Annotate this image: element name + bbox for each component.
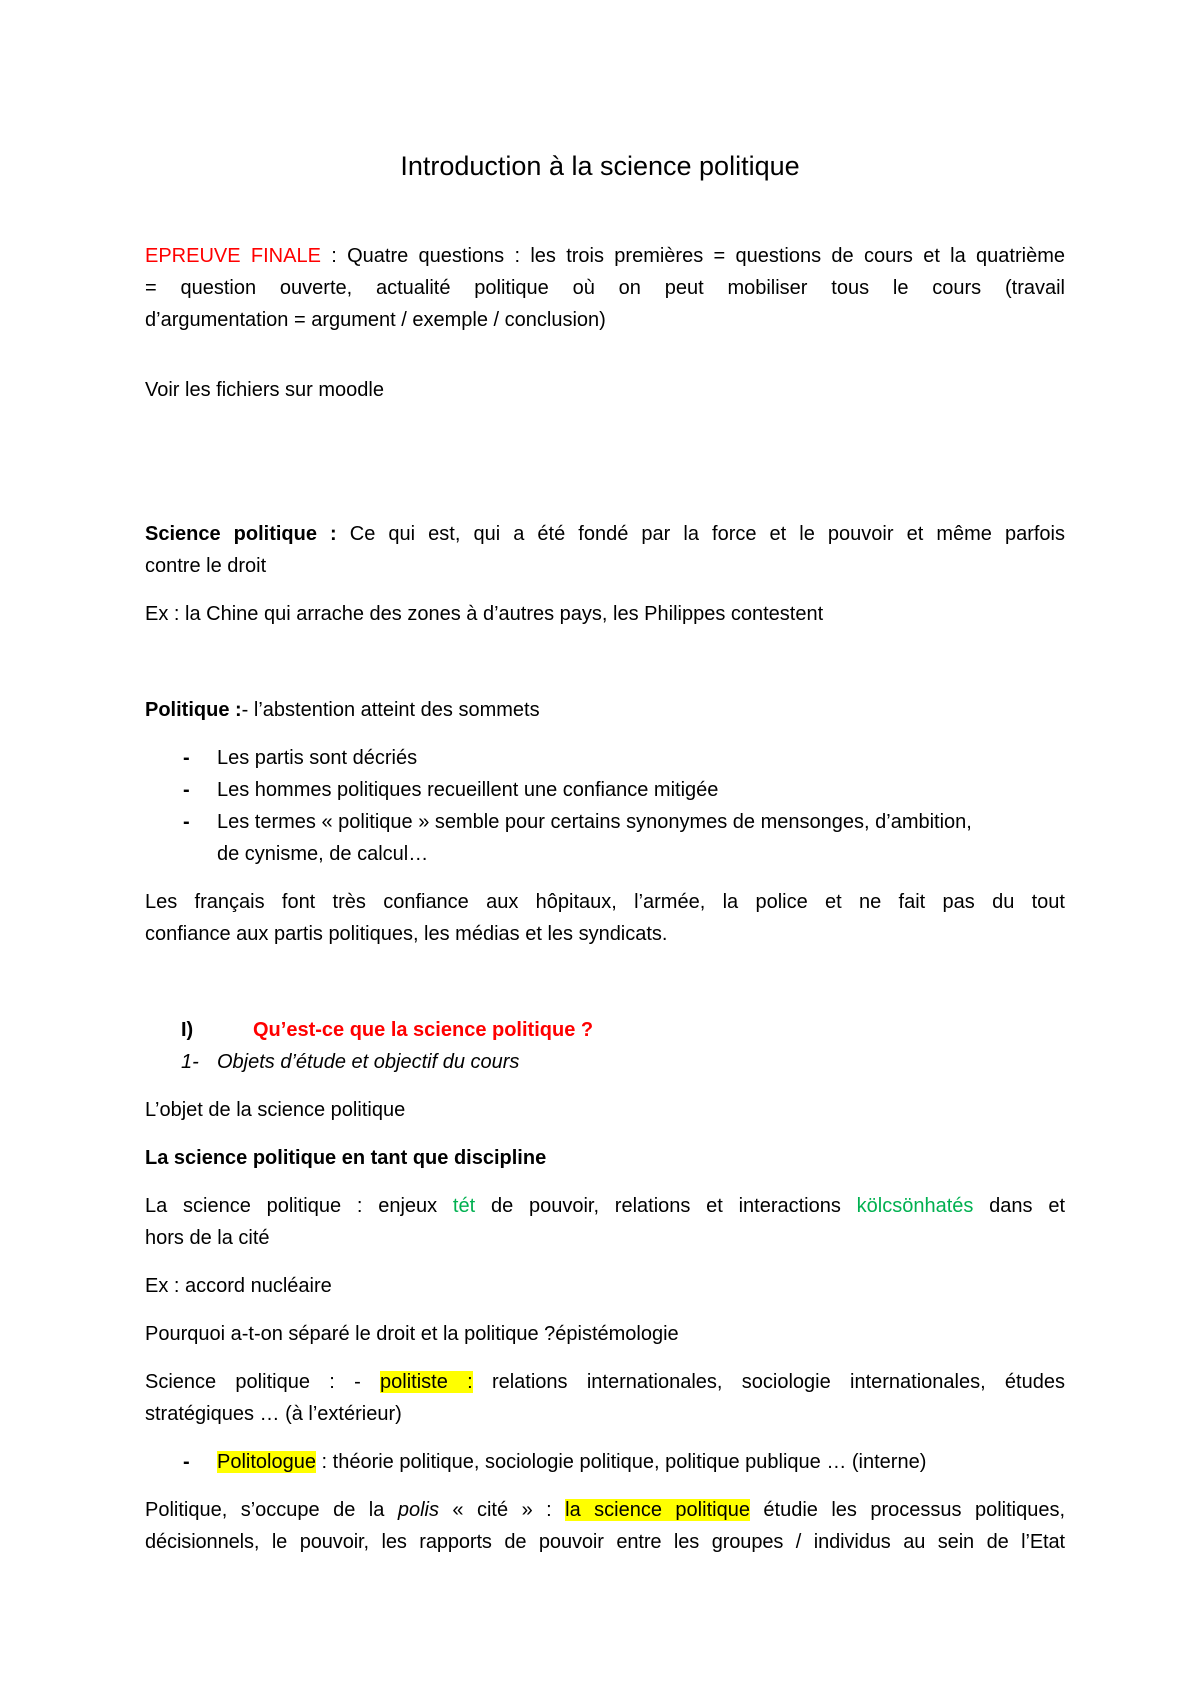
sp-def-text: Ce qui est, qui a été fondé par la force et le pouvoir et même parfois [336, 523, 1065, 545]
subsection-title: Objets d’étude et objectif du cours [217, 1051, 520, 1073]
politique-label: Politique : [145, 699, 242, 721]
politologue-text [217, 1446, 926, 1478]
sp2-text-b: relations internationales, sociologie internationales, études [472, 1371, 1065, 1393]
epreuve-label: EPREUVE FINALE [145, 245, 321, 267]
science-politique-split [145, 1366, 1065, 1430]
francais-paragraph [145, 886, 1065, 950]
section-title: Qu’est-ce que la science politique ? [253, 1019, 594, 1041]
polis-text-a: Politique, s’occupe de la [145, 1499, 398, 1521]
moodle-note: Voir les fichiers sur moodle [145, 379, 384, 401]
enjeux-text-b: de pouvoir, relations et interactions [475, 1195, 857, 1217]
science-politique-definition [145, 518, 1065, 582]
francais-line-1: Les français font très confiance aux hôpitaux, l’armée, la police et ne fait pas du tout [145, 891, 1065, 913]
pourquoi-line: Pourquoi a-t-on séparé le droit et la politique ?épistémologie [145, 1323, 679, 1345]
bullet-dash: - [183, 747, 190, 769]
enjeux-paragraph [145, 1190, 1065, 1254]
sp2-text-a: Science politique : - [145, 1371, 381, 1393]
bullet-dash: - [183, 1451, 190, 1473]
polis-italic: polis [397, 1499, 439, 1521]
subsection-heading-1 [145, 1046, 1065, 1078]
page-title: Introduction à la science politique [400, 151, 800, 181]
polis-text-c: étudie les processus politiques, [749, 1499, 1066, 1521]
polis-line-2: décisionnels, le pouvoir, les rapports de pouvoir entre les groupes / individus au sein de l’Etat [145, 1531, 1065, 1553]
sp-def-line-1 [145, 518, 1065, 550]
epreuve-paragraph [145, 240, 1065, 336]
bullet-text: Les partis sont décriés [217, 747, 418, 769]
section-number: I) [181, 1019, 194, 1041]
enjeux-green-1: tét [452, 1195, 476, 1217]
bullet-continuation-text: de cynisme, de calcul… [217, 843, 429, 865]
example-accord: Ex : accord nucléaire [145, 1275, 332, 1297]
bullet-text: Les hommes politiques recueillent une confiance mitigée [217, 779, 719, 801]
enjeux-text-c: dans et [973, 1195, 1065, 1217]
list-item [145, 774, 1065, 806]
politique-bullet-list [145, 742, 1065, 870]
politiste-highlight: politiste : [380, 1371, 473, 1393]
list-item [145, 742, 1065, 774]
enjeux-line-2: hors de la cité [145, 1227, 270, 1249]
enjeux-text-a: La science politique : enjeux [145, 1195, 453, 1217]
politologue-highlight: Politologue [217, 1451, 316, 1473]
epreuve-line-3: d’argumentation = argument / exemple / conclusion) [145, 309, 606, 331]
bullet-dash: - [183, 779, 190, 801]
politologue-item [145, 1446, 1065, 1478]
objet-line: L’objet de la science politique [145, 1099, 406, 1121]
polis-line-1 [145, 1494, 1065, 1526]
sp2-line-2: stratégiques … (à l’extérieur) [145, 1403, 402, 1425]
discipline-heading: La science politique en tant que discipline [145, 1147, 547, 1169]
epreuve-line-1 [145, 240, 1065, 272]
enjeux-green-2: kölcsönhatés [856, 1195, 974, 1217]
subsection-number: 1- [181, 1051, 199, 1073]
sp-def-label: Science politique : [145, 523, 337, 545]
sp-def-line-2: contre le droit [145, 555, 267, 577]
politologue-rest: : théorie politique, sociologie politique, politique publique … (interne) [315, 1451, 927, 1473]
bullet-dash: - [183, 811, 190, 833]
politique-first-item: - l’abstention atteint des sommets [241, 699, 540, 721]
polis-paragraph [145, 1494, 1065, 1558]
example-chine: Ex : la Chine qui arrache des zones à d’autres pays, les Philippes contestent [145, 603, 824, 625]
section-heading-1 [145, 1014, 1065, 1046]
francais-line-2: confiance aux partis politiques, les médias et les syndicats. [145, 923, 668, 945]
polis-text-b: « cité » : [438, 1499, 566, 1521]
enjeux-line-1 [145, 1190, 1065, 1222]
list-item-continuation [145, 838, 1065, 870]
politique-heading-line [145, 694, 540, 726]
epreuve-text-1: : Quatre questions : les trois premières = questions de cours et la quatrième [320, 245, 1065, 267]
bullet-text: Les termes « politique » semble pour certains synonymes de mensonges, d’ambition, [217, 811, 972, 833]
sp2-line-1 [145, 1366, 1065, 1398]
list-item [145, 806, 1065, 838]
science-politique-highlight: la science politique [565, 1499, 750, 1521]
epreuve-line-2: = question ouverte, actualité politique où on peut mobiliser tous le cours (travail [145, 277, 1065, 299]
